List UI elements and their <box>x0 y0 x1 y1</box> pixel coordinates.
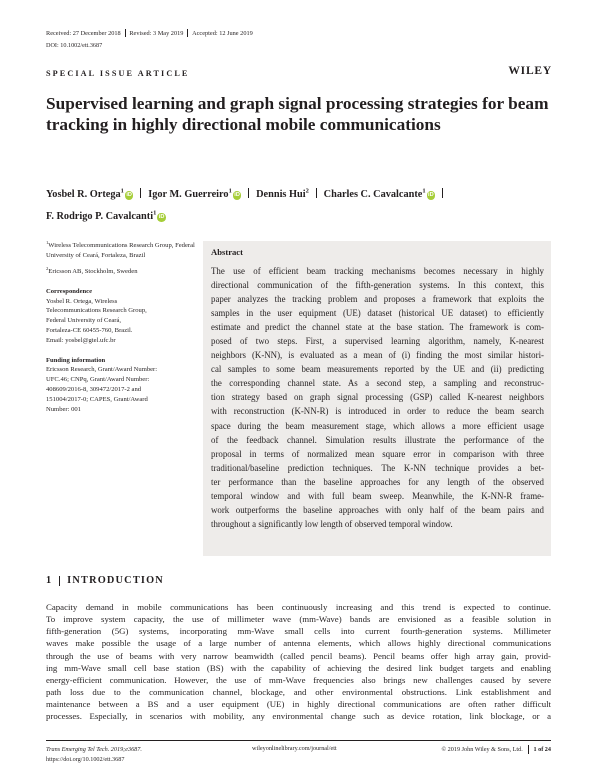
journal-citation: Trans Emerging Tel Tech. 2019;e3687. <box>46 746 142 753</box>
body-line: energy-efficient communication. However, the use of mm-Wave frequencies also brings new challenges caused by severe <box>46 674 551 685</box>
abstract-line: cal samples to some beam measurements reported by the UE and (ii) predicting <box>211 364 544 375</box>
author[interactable] <box>256 189 309 200</box>
author[interactable] <box>148 189 241 200</box>
introduction-text <box>46 601 551 722</box>
abstract-line: neighbors (K-NN), is evaluated as a mean of (i) finding the most similar histori- <box>211 350 544 361</box>
body-line: To improve system capacity, the use of millimeter wave (mm-Wave) bands are envisioned as a feasible solution in <box>46 614 551 625</box>
author-list <box>46 183 566 227</box>
body-line: ing mm-Wave small cell base station (BS) with the capability of achieving the desired link budget targets and enabling <box>46 662 551 673</box>
body-line: path loss due to the communication channel, blockage, and other environmental obstructions. Link establishment and <box>46 686 551 697</box>
affiliation-mark: 1 <box>46 240 49 245</box>
article-dates <box>46 29 253 37</box>
accepted-date: Accepted: 12 June 2019 <box>192 29 253 37</box>
section-heading <box>46 575 164 586</box>
abstract-line: temporal window and with full beam sweep. Meanwhile, the K-NN-R frame- <box>211 490 544 501</box>
affiliation-mark: 2 <box>46 265 49 271</box>
orcid-icon[interactable]: iD <box>428 192 434 199</box>
divider <box>316 188 317 198</box>
funding-line: Ericsson Research, Grant/Award Number: <box>46 366 158 374</box>
abstract-line: paper analyzes the tracking problem and proposes a framework that exploits the <box>211 294 544 305</box>
funding-heading: Funding information <box>46 356 106 364</box>
abstract-box <box>203 241 551 556</box>
side-column <box>46 238 196 414</box>
funding-line: 151004/2017-0; CAPES, Grant/Award <box>46 395 148 403</box>
body-line: waves make possible the usage of a large number of antenna elements, which allows highly directional communications <box>46 638 551 649</box>
doi-link[interactable]: https://doi.org/10.1002/ett.3687 <box>46 755 125 763</box>
abstract-heading: Abstract <box>211 247 243 257</box>
revised-date: Revised: 3 May 2019 <box>129 29 184 37</box>
author[interactable] <box>46 211 166 222</box>
funding-text <box>46 365 196 414</box>
divider <box>59 576 60 586</box>
publisher-logo: WILEY <box>508 65 552 77</box>
divider <box>187 29 188 37</box>
correspondence-line: Yosbel R. Ortega, Wireless <box>46 297 118 305</box>
abstract-line: traditional/baseline prediction techniques. The K-NN technique provides a bet- <box>211 462 544 473</box>
affiliation-text: Wireless Telecommunications Research Group, Federal University of Ceará, Fortaleza, Brazil <box>46 242 195 259</box>
footer-right <box>441 745 551 754</box>
funding-line: UFC.46; CNPq, Grant/Award Number: <box>46 376 150 384</box>
abstract-line: The use of efficient beam tracking mechanisms becomes necessary in highly <box>211 266 544 276</box>
author-name: Yosbel R. Ortega <box>46 189 121 201</box>
author-affiliation-mark: 2 <box>305 188 309 195</box>
body-line: maintenance between a BS and a user equipment (UE) in highly directional communications are often rather difficult <box>46 699 551 710</box>
body-line: through the use of beams with very narrow beamwidth (called pencil beams). Pencil beams offer high array gain, provid- <box>46 650 551 661</box>
correspondence-text <box>46 297 196 346</box>
correspondence-line: Telecommunications Research Group, <box>46 307 147 315</box>
abstract-text <box>211 264 544 531</box>
correspondence-line: Fortaleza-CE 60455-760, Brazil. <box>46 326 133 334</box>
body-line: fifth-generation (5G) systems, incorporating mm-Wave small cells into current fourth-generation systems. Millimeter <box>46 626 551 637</box>
affiliation <box>46 238 196 261</box>
paper-title: Supervised learning and graph signal processing strategies for beam tracking in highly directional mobile communications <box>46 94 549 134</box>
author[interactable] <box>324 189 435 200</box>
orcid-icon[interactable]: iD <box>158 214 165 221</box>
abstract-line: of the feedback channel. Simulation results illustrate the performance of the <box>211 434 544 445</box>
abstract-line: with reconstruction (K-NN-R) is introduced in order to reduce the beam search <box>211 406 544 417</box>
author-name: Charles C. Cavalcante <box>323 189 423 201</box>
affiliation <box>46 264 196 277</box>
abstract-line: posed of two steps. First, a supervised learning algorithm, namely, K-nearest <box>211 336 544 347</box>
section-title: INTRODUCTION <box>67 575 164 586</box>
orcid-icon[interactable]: iD <box>126 192 132 199</box>
page-number: 1 of 24 <box>533 746 551 753</box>
correspondence-heading: Correspondence <box>46 287 93 295</box>
abstract-line: estimate and predict the channel state at the base station. The framework is com- <box>211 322 544 333</box>
footer-citation <box>46 745 142 764</box>
abstract-line: samples in the user equipment (UE) dataset (historical UE dataset) to efficiently <box>211 308 544 319</box>
author-affiliation-mark: 1 <box>422 188 426 195</box>
section-number: 1 <box>46 575 53 586</box>
author-name: F. Rodrigo P. Cavalcanti <box>46 211 154 223</box>
abstract-line: space during the beam measurement stage, which allows a more efficient usage <box>211 420 544 431</box>
orcid-icon[interactable]: iD <box>234 192 240 199</box>
abstract-line: work outperforms the baseline approaches with only half of the beam pairs and <box>211 504 544 515</box>
divider <box>442 188 443 198</box>
author-affiliation-mark: 1 <box>120 188 124 195</box>
author[interactable] <box>46 189 133 200</box>
article-type: SPECIAL ISSUE ARTICLE <box>46 69 190 78</box>
divider <box>528 745 529 754</box>
funding-line: Number: 001 <box>46 405 81 413</box>
funding-line: 408609/2016-8, 309472/2017-2 and <box>46 385 142 393</box>
author-affiliation-mark: 1 <box>228 188 232 195</box>
abstract-line: throughout a significantly low length of observed temporal window. <box>211 518 453 529</box>
affiliation-text: Ericsson AB, Stockholm, Sweden <box>48 267 138 275</box>
received-date: Received: 27 December 2018 <box>46 29 121 37</box>
abstract-line: the corresponding channel state. As a second step, a sampling and reconstruc- <box>211 378 544 389</box>
abstract-line: directional communication of the fifth-generation systems. In this context, this <box>211 280 544 291</box>
abstract-line: ter performance than the baseline approaches for any length of the observed <box>211 476 544 487</box>
doi[interactable]: DOI: 10.1002/ett.3687 <box>46 42 103 49</box>
author-affiliation-mark: 1 <box>153 209 157 217</box>
journal-website[interactable]: wileyonlinelibrary.com/journal/ett <box>252 745 337 752</box>
divider <box>248 188 249 198</box>
body-line: Capacity demand in mobile communications has been continuously increasing and this trend is expected to continue. <box>46 602 551 612</box>
author-name: Dennis Hui <box>256 189 306 201</box>
correspondence-email[interactable]: Email: yosbel@gtel.ufc.br <box>46 336 116 344</box>
correspondence-line: Federal University of Ceará, <box>46 317 122 325</box>
divider <box>140 188 141 198</box>
body-line: processes. Especially, in scenarios with mobility, any environmental change such as device rotation, link blockage, or a <box>46 711 551 722</box>
divider <box>125 29 126 37</box>
abstract-line: tion strategy based on graph signal processing (GSP) called K-nearest neighbors <box>211 392 544 403</box>
footer-rule <box>46 740 551 741</box>
copyright: © 2019 John Wiley & Sons, Ltd. <box>441 746 523 753</box>
author-name: Igor M. Guerreiro <box>148 189 229 201</box>
abstract-line: proposal in terms of normalized mean square error in comparison with three <box>211 448 544 459</box>
